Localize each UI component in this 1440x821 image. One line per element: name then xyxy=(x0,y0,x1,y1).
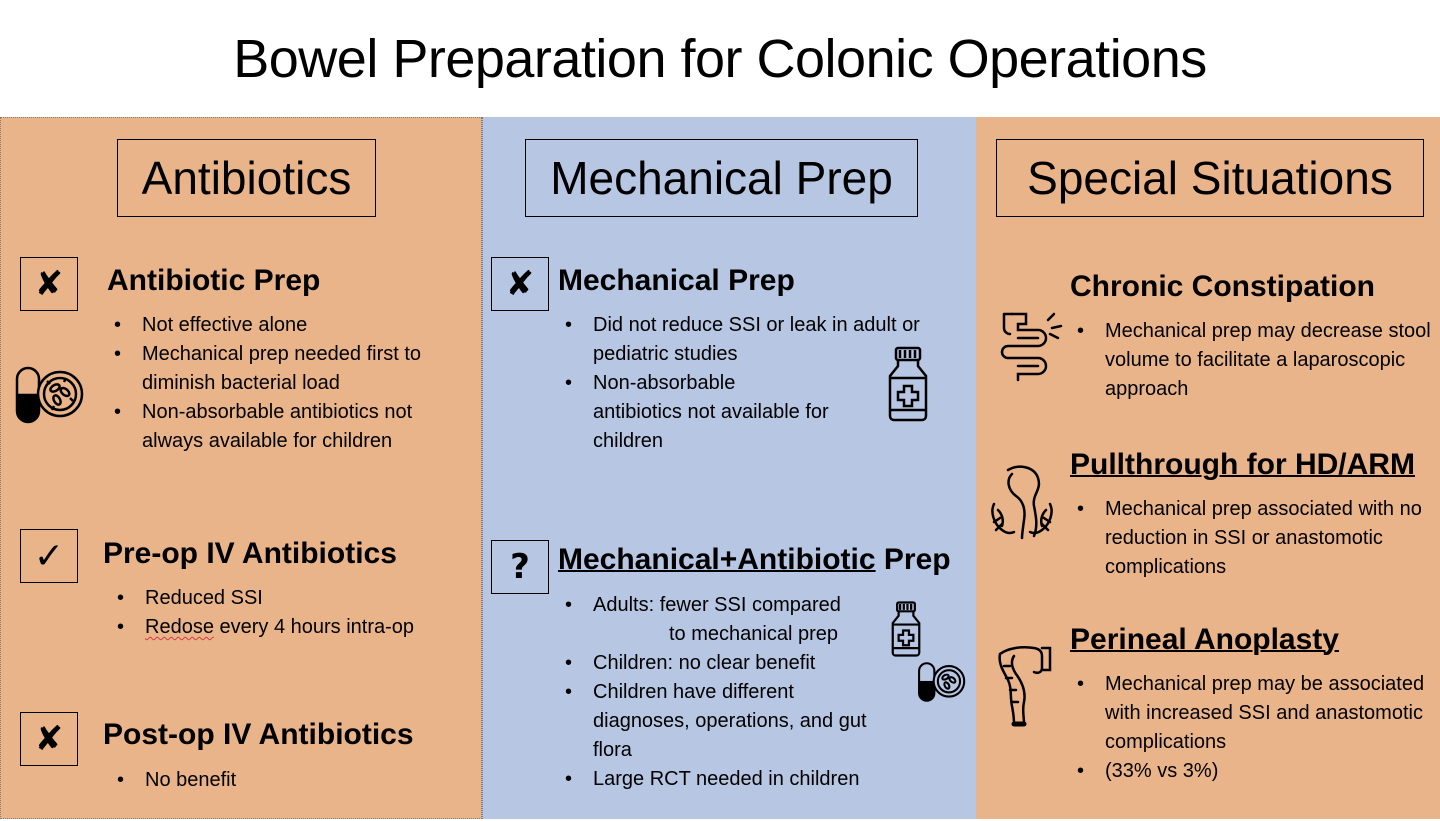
pill-bacteria-icon xyxy=(917,658,967,706)
check-mark-icon: ✓ xyxy=(20,529,78,583)
list-item: • Mechanical prep associated with no reduction in SSI or anastomotic complications xyxy=(1071,495,1440,582)
post-op-iv-antibiotics-heading: Post-op IV Antibiotics xyxy=(103,718,414,751)
pelvic-anatomy-icon xyxy=(988,464,1056,544)
list-item-continuation: • (33% vs 3%) xyxy=(1071,757,1440,786)
list-item: • Mechanical prep needed first to diminish bacterial load xyxy=(108,340,468,398)
list-item: • Redose every 4 hours intra-op xyxy=(111,613,471,642)
x-mark-icon: ✘ xyxy=(20,257,78,311)
colon-rectum-icon xyxy=(996,644,1052,728)
mechanical-antibiotic-prep-heading: Mechanical+Antibiotic Prep xyxy=(558,543,951,576)
page-title: Bowel Preparation for Colonic Operations xyxy=(233,29,1207,89)
intestine-icon xyxy=(990,310,1066,386)
special-situations-header: Special Situations xyxy=(996,139,1424,217)
list-item: • No benefit xyxy=(111,766,471,795)
pre-op-iv-bullets xyxy=(111,584,471,642)
pullthrough-heading: Pullthrough for HD/ARM xyxy=(1070,448,1415,481)
list-item: • Non-absorbable antibiotics not available for children xyxy=(559,369,939,456)
list-item: • Mechanical prep may decrease stool volume to facilitate a laparoscopic approach xyxy=(1071,317,1431,404)
list-item: • Non-absorbable antibiotics not always available for children xyxy=(108,398,468,456)
mechanical-prep-bullets xyxy=(559,311,939,456)
chronic-constipation-bullets xyxy=(1071,317,1431,404)
post-op-iv-bullets xyxy=(111,766,471,795)
list-item: • Not effective alone xyxy=(108,311,468,340)
perineal-anoplasty-bullets xyxy=(1071,670,1440,786)
x-mark-icon: ✘ xyxy=(491,257,549,311)
mechanical-prep-heading: Mechanical Prep xyxy=(558,264,795,297)
list-item: • Mechanical prep may be associated with increased SSI and anastomotic complications xyxy=(1071,670,1440,757)
mechanical-header: Mechanical Prep xyxy=(525,139,918,217)
pill-bacteria-icon xyxy=(14,362,86,428)
pullthrough-bullets xyxy=(1071,495,1440,582)
list-item: • Children have different diagnoses, operations, and gut flora xyxy=(559,678,879,765)
antibiotic-prep-bullets xyxy=(108,311,468,456)
perineal-anoplasty-heading: Perineal Anoplasty xyxy=(1070,623,1339,656)
list-item: • Reduced SSI xyxy=(111,584,471,613)
list-item: • Large RCT needed in children xyxy=(559,765,879,794)
list-item: • Did not reduce SSI or leak in adult or pediatric studies xyxy=(559,311,939,369)
x-mark-icon: ✘ xyxy=(20,712,78,766)
medicine-bottle-icon xyxy=(887,601,925,657)
question-mark-icon: ? xyxy=(491,540,549,594)
chronic-constipation-heading: Chronic Constipation xyxy=(1070,270,1375,303)
antibiotics-header: Antibiotics xyxy=(117,139,376,217)
pre-op-iv-antibiotics-heading: Pre-op IV Antibiotics xyxy=(103,537,397,570)
mechanical-antibiotic-bullets xyxy=(559,591,879,794)
medicine-bottle-icon xyxy=(886,346,930,422)
list-item: • Children: no clear benefit xyxy=(559,649,879,678)
antibiotic-prep-heading: Antibiotic Prep xyxy=(107,264,321,297)
list-item: • Adults: fewer SSI compared to mechanical prep xyxy=(559,591,879,649)
